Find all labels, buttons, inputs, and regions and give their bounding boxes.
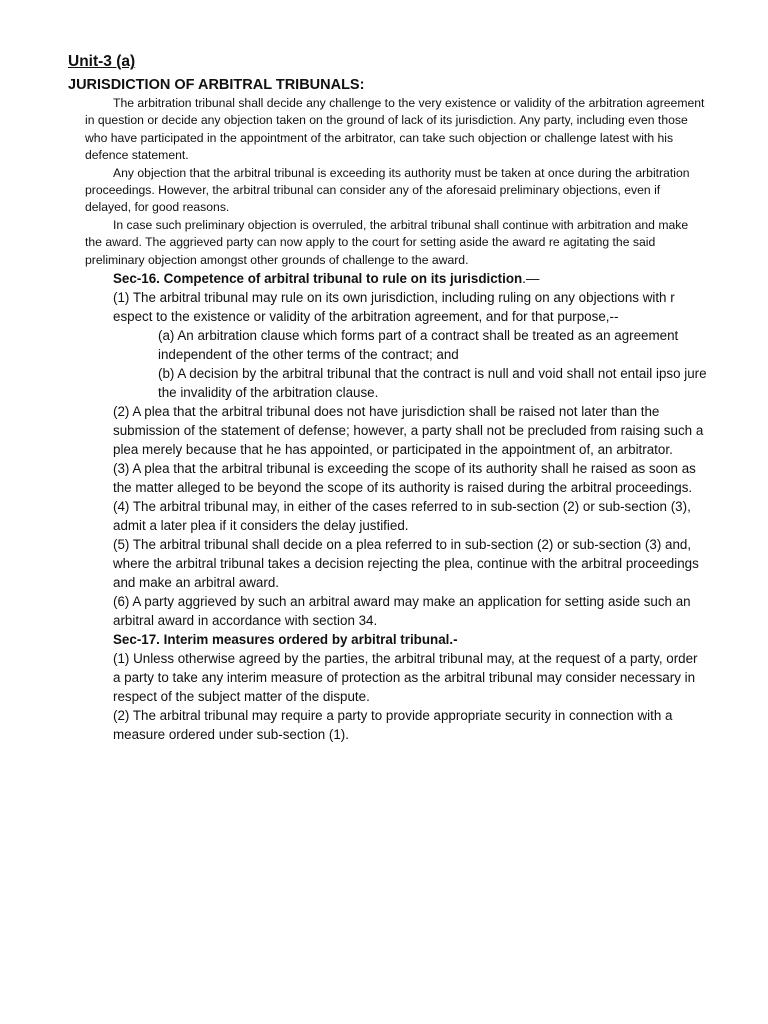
section-17 (113, 630, 708, 744)
section-16-clause-5: (5) The arbitral tribunal shall decide on a plea referred to in sub-section (2) or sub-section (3) and, where the arbitral tribunal takes a decision rejecting the plea, continue with the arbitral proceedings and make an arbitral award. (113, 537, 699, 591)
unit-title: Unit-3 (a) (68, 53, 136, 70)
section-16-heading-suffix: .— (522, 271, 540, 287)
intro-section (85, 95, 708, 269)
section-17-heading: Sec-17. Interim measures ordered by arbitral tribunal.- (113, 632, 458, 648)
section-16-heading-text: Sec-16. Competence of arbitral tribunal to rule on its jurisdiction (113, 271, 523, 287)
section-16-clause-6: (6) A party aggrieved by such an arbitral award may make an application for setting aside such an arbitral award in accordance with section 34. (113, 594, 691, 629)
section-16-clause-1: (1) The arbitral tribunal may rule on its own jurisdiction, including ruling on any objections with r espect to the existence or validity of the arbitration agreement, and for that purpose,-- (113, 290, 675, 325)
section-16-clause-2: (2) A plea that the arbitral tribunal does not have jurisdiction shall be raised not later than the submission of the statement of defense; however, a party shall not be precluded from raising such a plea merely because that he has appointed, or participated in the appointment of, an arbitrator. (113, 404, 704, 458)
section-16-clause-1a: (a) An arbitration clause which forms part of a contract shall be treated as an agreement independent of the other terms of the contract; and (158, 328, 679, 363)
intro-paragraph: In case such preliminary objection is overruled, the arbitral tribunal shall continue with arbitration and make the award. The aggrieved party can now apply to the court for setting aside the award re agitating the said preliminary objection amongst other grounds of challenge to the award. (85, 217, 689, 267)
section-16-clause-1b: (b) A decision by the arbitral tribunal that the contract is null and void shall not entail ipso jure the invalidity of the arbitration clause. (158, 366, 707, 401)
section-16-heading (113, 269, 708, 288)
section-16-clause-3: (3) A plea that the arbitral tribunal is exceeding the scope of its authority shall he raised as soon as the matter alleged to be beyond the scope of its authority is raised during the arbitral proceedings. (113, 461, 696, 496)
intro-paragraph: The arbitration tribunal shall decide any challenge to the very existence or validity of the arbitration agreement in question or decide any objection taken on the ground of lack of its jurisdiction. Any party, including even those who have participated in the appointment of the arbitrator, can take such objection or challenge latest with his defence statement. (85, 96, 705, 163)
section-16-clause-4: (4) The arbitral tribunal may, in either of the cases referred to in sub-section (2) or sub-section (3), admit a later plea if it considers the delay justified. (113, 499, 691, 534)
main-heading: JURISDICTION OF ARBITRAL TRIBUNALS: (68, 77, 365, 93)
intro-paragraph: Any objection that the arbitral tribunal is exceeding its authority must be taken at once during the arbitration proceedings. However, the arbitral tribunal can consider any of the aforesaid preliminary objections, even if delayed, for good reasons. (85, 165, 690, 215)
section-16 (113, 269, 708, 630)
section-17-clause-1: (1) Unless otherwise agreed by the parties, the arbitral tribunal may, at the request of a party, order a party to take any interim measure of protection as the arbitral tribunal may consider necessary in respect of the subject matter of the dispute. (113, 651, 698, 705)
section-17-clause-2: (2) The arbitral tribunal may require a party to provide appropriate security in connection with a measure ordered under sub-section (1). (113, 708, 673, 743)
